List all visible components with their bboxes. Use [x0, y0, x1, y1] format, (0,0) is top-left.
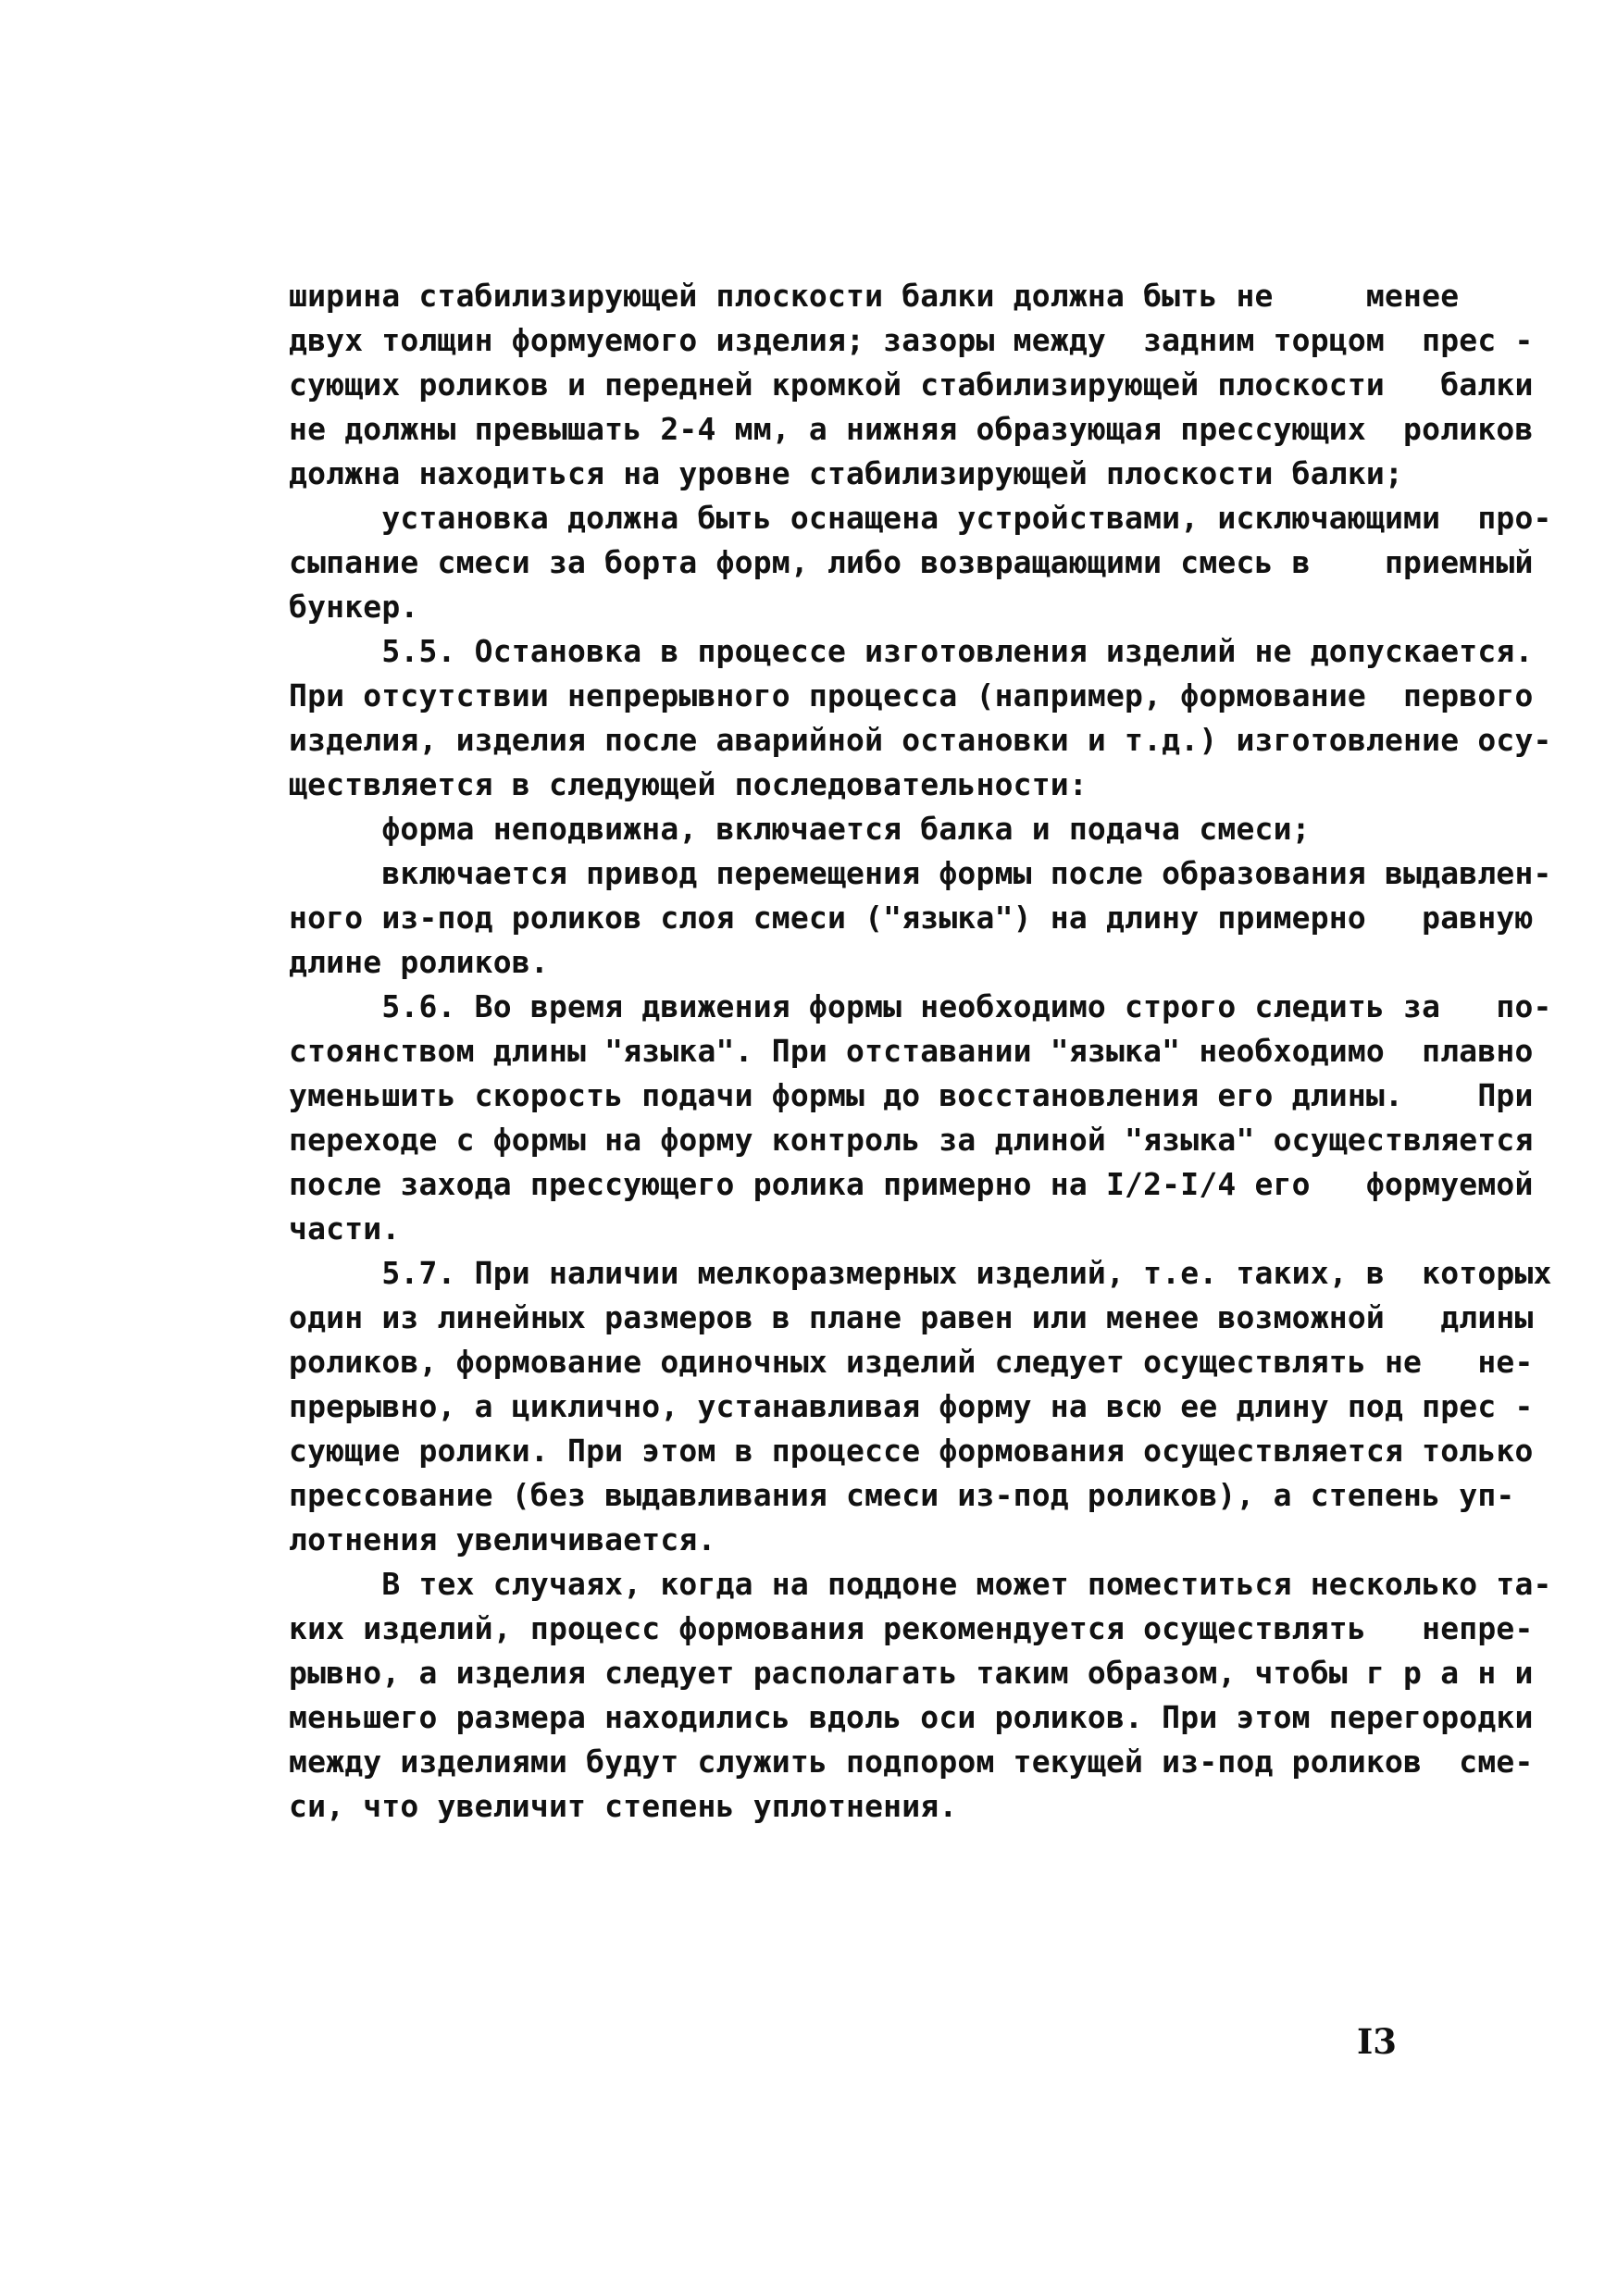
body-text [289, 274, 1552, 1829]
text-line-34: между изделиями будут служить подпором текущей из-под роликов сме- [289, 1744, 1534, 1780]
text-line-6: установка должна быть оснащена устройствами, исключающими про- [289, 500, 1552, 536]
text-line-12: ществляется в следующей последовательности: [289, 766, 1088, 802]
text-line-33: меньшего размера находились вдоль оси роликов. При этом перегородки [289, 1699, 1534, 1735]
text-line-30: В тех случаях, когда на поддоне может поместиться несколько та- [289, 1566, 1552, 1602]
text-line-15: ного из-под роликов слоя смеси ("языка") на длину примерно равную [289, 900, 1534, 936]
text-line-7: сыпание смеси за борта форм, либо возвращающими смесь в приемный [289, 544, 1534, 580]
text-line-25: роликов, формование одиночных изделий следует осуществлять не не- [289, 1344, 1534, 1380]
text-line-26: прерывно, а циклично, устанавливая форму на всю ее длину под прес - [289, 1388, 1534, 1424]
text-line-32: рывно, а изделия следует располагать таким образом, чтобы г р а н и [289, 1655, 1534, 1691]
text-line-5: должна находиться на уровне стабилизирующей плоскости балки; [289, 455, 1404, 491]
text-line-4: не должны превышать 2-4 мм, а нижняя образующая прессующих роликов [289, 411, 1534, 447]
page-number: I3 [1357, 2021, 1398, 2062]
text-line-23: 5.7. При наличии мелкоразмерных изделий, т.е. таких, в которых [289, 1255, 1552, 1291]
text-line-27: сующие ролики. При этом в процессе формования осуществляется только [289, 1433, 1534, 1469]
text-line-16: длине роликов. [289, 944, 549, 980]
text-line-10: При отсутствии непрерывного процесса (например, формование первого [289, 677, 1534, 714]
text-line-8: бункер. [289, 589, 419, 625]
text-line-20: переходе с формы на форму контроль за длиной "языка" осуществляется [289, 1122, 1534, 1158]
text-line-17: 5.6. Во время движения формы необходимо строго следить за по- [289, 988, 1552, 1024]
text-line-19: уменьшить скорость подачи формы до восстановления его длины. При [289, 1077, 1534, 1113]
text-line-21: после захода прессующего ролика примерно на I/2-I/4 его формуемой [289, 1166, 1534, 1202]
text-line-18: стоянством длины "языка". При отставании "языка" необходимо плавно [289, 1033, 1534, 1069]
text-line-9: 5.5. Остановка в процессе изготовления изделий не допускается. [289, 633, 1534, 669]
text-line-2: двух толщин формуемого изделия; зазоры между задним торцом прес - [289, 322, 1534, 358]
text-line-3: сующих роликов и передней кромкой стабилизирующей плоскости балки [289, 366, 1534, 403]
text-line-11: изделия, изделия после аварийной остановки и т.д.) изготовление осу- [289, 722, 1552, 758]
text-line-29: лотнения увеличивается. [289, 1521, 716, 1558]
text-line-35: си, что увеличит степень уплотнения. [289, 1788, 958, 1824]
text-line-1: ширина стабилизирующей плоскости балки должна быть не менее [289, 278, 1460, 314]
text-line-14: включается привод перемещения формы после образования выдавлен- [289, 855, 1552, 891]
text-line-22: части. [289, 1210, 401, 1247]
text-line-13: форма неподвижна, включается балка и подача смеси; [289, 811, 1311, 847]
text-line-24: один из линейных размеров в плане равен или менее возможной длины [289, 1299, 1534, 1335]
text-line-28: прессование (без выдавливания смеси из-под роликов), а степень уп- [289, 1477, 1515, 1513]
text-line-31: ких изделий, процесс формования рекомендуется осуществлять непре- [289, 1610, 1534, 1646]
